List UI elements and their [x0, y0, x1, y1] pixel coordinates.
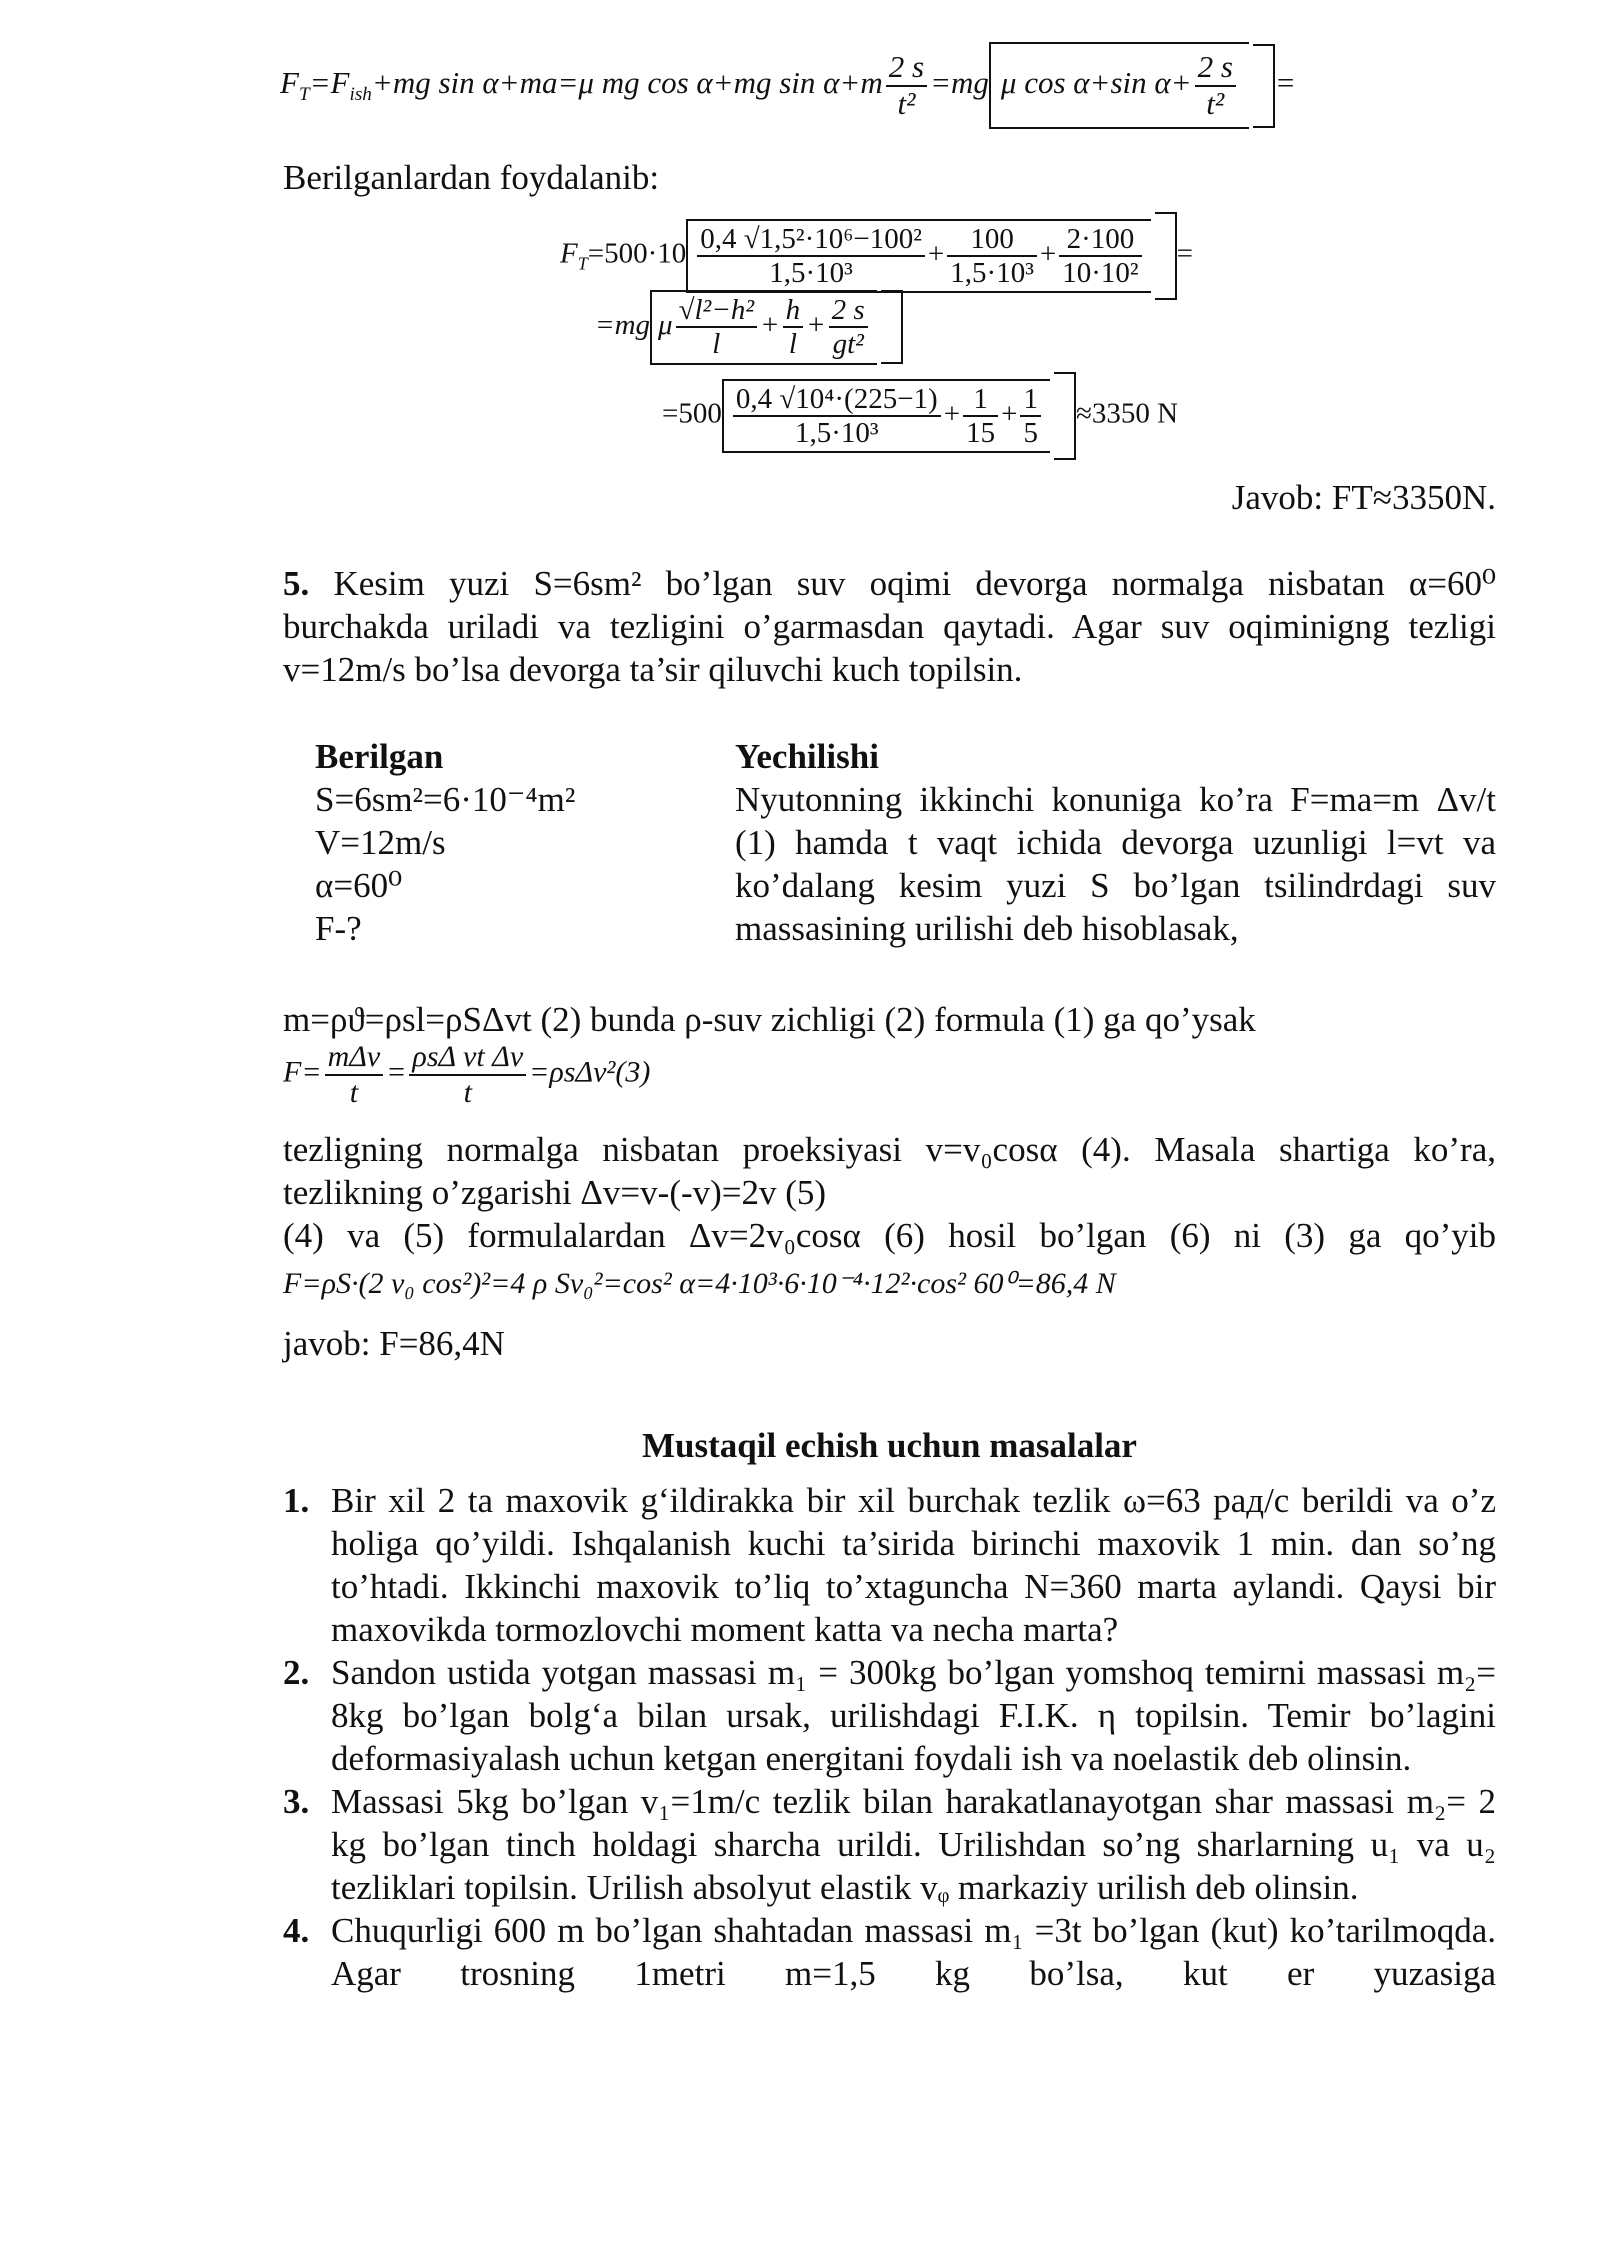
projection-text: tezligning normalga nisbatan proeksiyasi v=v₀cosα (4). Masala shartiga ko’ra, tezlikning o’zgarishi Δv=v-(-v)=2v (5)	[283, 1130, 1496, 1212]
bracket-group: μ cos α+sin α+ $\frac{2 s}{\text{t²}}$	[989, 42, 1249, 129]
list-text: Massasi 5kg bo’lgan v₁=1m/c tezlik bilan harakatlanayotgan shar massasi m₂= 2 kg bo’lgan tinch holdagi sharcha urildi. Urilishdan so’ng sharlarning u₁ va u₂ tezliklari topilsin. Urilish absolyut elastik vᵩ markaziy urilish deb olinsin.	[331, 1782, 1496, 1907]
given-line: F-?	[315, 909, 362, 948]
final-formula: F=ρS·(2 v₀ cos²)²=4 ρ Sv₀²=cos² α=4·10³·6·10⁻⁴·12²·cos² 60⁰=86,4 N	[283, 1267, 1116, 1300]
answer-1: Javob: FT≈3350N.	[1231, 478, 1496, 517]
solution-column	[735, 735, 1496, 950]
list-text: Sandon ustida yotgan massasi m₁ = 300kg bo’lgan yomshoq temirni massasi m₂= 8kg bo’lgan bolg‘a bilan ursak, urilishdagi F.I.K. η topilsin. Temir bo’lagini deformasiyalash uchun ketgan energitani foydali ish va noelastik deb olinsin.	[331, 1653, 1496, 1778]
problem-text: Kesim yuzi S=6sm² bo’lgan suv oqimi devorga normalga nisbatan α=60⁰ burchakda uriladi va tezligini o’garmasdan qaytadi. Agar suv oqiminigng tezligi v=12m/s bo’lsa devorga ta’sir qiluvchi kuch topilsin.	[283, 564, 1496, 689]
problem-5	[283, 562, 1496, 691]
force-formula: F= $\frac{\text{mΔv}}{t}$ = $\frac{\text{ρsΔ vt Δv}}{t}$ =ρsΔv²(3)	[283, 1040, 651, 1109]
list-number: 2.	[283, 1653, 310, 1692]
given-column	[315, 735, 715, 950]
list-text: Chuqurligi 600 m bo’lgan shahtadan massasi m₁ =3t bo’lgan (kut) ko’tarilmoqda. Agar trosning 1metri m=1,5 kg bo’lsa, kut er yuzasiga	[331, 1911, 1496, 1993]
given-header: Berilgan	[315, 737, 444, 776]
combine-text: (4) va (5) formulalardan Δv=2v₀cosα (6) hosil bo’lgan (6) ni (3) ga qo’yib	[283, 1216, 1496, 1255]
given-line: S=6sm²=6·10⁻⁴m²	[315, 780, 576, 819]
mass-line: m=ρϑ=ρsl=ρSΔvt (2) bunda ρ-suv zichligi (2) formula (1) ga qo’ysak	[283, 1000, 1256, 1039]
section-title: Mustaqil echish uchun masalalar	[642, 1426, 1137, 1465]
list-item	[283, 1651, 1496, 1780]
list-text: Bir xil 2 ta maxovik g‘ildirakka bir xil burchak tezlik ω=63 рад/с berildi va o’z holiga qo’yildi. Ishqalanish kuchi ta’sirida birinchi maxovik 1 min. dan so’ng to’htadi. Ikkinchi maxovik to’liq to’xtaguncha N=360 marta aylandi. Qaysi bir maxovikda tormozlovchi moment katta va necha marta?	[331, 1481, 1496, 1649]
intro-line: Berilganlardan foydalanib:	[283, 158, 660, 197]
problems-list	[283, 1479, 1496, 1995]
substitution-line-1: $F_T=500\cdot 10$ $\frac{\text{0,4 √1,5²·10⁶−100²}}{\text{1,5·10³}}$ + $\frac{100}{\text{1,5·10³}}$ + $\frac{2\cdot 100}{\text{10·10²}}$ =	[560, 212, 1193, 300]
list-number: 3.	[283, 1782, 310, 1821]
substitution-line-3: =500 $\frac{\text{0,4 √10⁴·(225−1)}}{\text{1,5·10³}}$ + $\frac{1}{15}$ + $\frac{1}{5}$ ≈3350 N	[662, 372, 1178, 460]
list-number: 4.	[283, 1911, 310, 1950]
answer-2: javob: F=86,4N	[283, 1324, 505, 1363]
top-formula: $F_T=F_{ish}+mg$ sin α+ma=μ mg cos α+mg sin α+m $\frac{2 s}{\text{t²}}$ =mg μ cos α+sin α+ $\frac{2 s}{\text{t²}}$ =	[280, 42, 1296, 129]
list-item	[283, 1479, 1496, 1651]
list-item	[283, 1780, 1496, 1909]
problem-number: 5.	[283, 564, 310, 603]
given-line: α=60⁰	[315, 866, 403, 905]
given-line: V=12m/s	[315, 823, 446, 862]
fraction: $\frac{2 s}{\text{t²}}$	[886, 50, 927, 121]
list-item	[283, 1909, 1496, 1995]
solution-text: Nyutonning ikkinchi konuniga ko’ra F=ma=m Δv/t (1) hamda t vaqt ichida devorga uzunligi l=vt va ko’dalang kesim yuzi S bo’lgan tsilindrdagi suv massasining urilishi deb hisoblasak,	[735, 780, 1496, 948]
list-number: 1.	[283, 1481, 310, 1520]
substitution-line-2: =mg μ $\frac{\text{√l²−h²}}{l}$ + $\frac{h}{l}$ + $\frac{2 s}{\text{gt²}}$	[595, 290, 903, 365]
solution-header: Yechilishi	[735, 737, 879, 776]
